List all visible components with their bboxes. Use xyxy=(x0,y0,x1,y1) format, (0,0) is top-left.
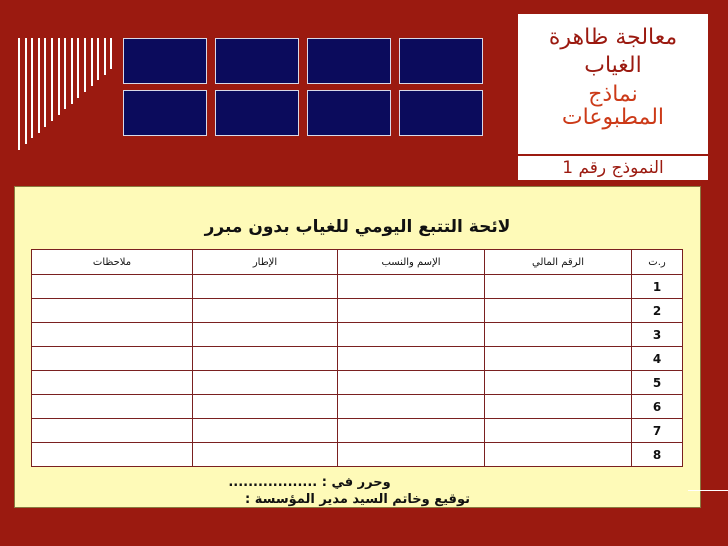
footer-date: وحرر في : .................. xyxy=(228,475,391,490)
stripe xyxy=(104,38,106,75)
cell-grade xyxy=(193,275,338,299)
cell-name xyxy=(338,371,485,395)
cell-financial-number xyxy=(485,395,632,419)
slide-title-line-3: نماذج xyxy=(588,82,638,107)
absence-table xyxy=(31,249,683,467)
table-row xyxy=(32,443,683,467)
cell-grade xyxy=(193,299,338,323)
cell-number: 7 xyxy=(632,419,683,443)
cell-notes xyxy=(32,443,193,467)
model-number-label: النموذج رقم 1 xyxy=(518,156,708,180)
column-header-grade: الإطار xyxy=(193,250,338,275)
cell-financial-number xyxy=(485,443,632,467)
cell-notes xyxy=(32,395,193,419)
stripe xyxy=(58,38,60,115)
cell-number: 1 xyxy=(632,275,683,299)
cell-number: 5 xyxy=(632,371,683,395)
column-header-name: الإسم والنسب xyxy=(338,250,485,275)
cell-financial-number xyxy=(485,275,632,299)
cell-name xyxy=(338,347,485,371)
slide-title xyxy=(518,14,708,154)
cell-notes xyxy=(32,323,193,347)
table-row xyxy=(32,347,683,371)
stripe xyxy=(64,38,66,109)
absence-form xyxy=(14,186,701,508)
cell-notes xyxy=(32,371,193,395)
cell-name xyxy=(338,323,485,347)
decorative-stripes xyxy=(18,38,118,150)
cell-number: 6 xyxy=(632,395,683,419)
stripe xyxy=(77,38,79,98)
slide-title-line-4: المطبوعات xyxy=(561,105,665,130)
table-row xyxy=(32,419,683,443)
cell-number: 2 xyxy=(632,299,683,323)
cell-financial-number xyxy=(485,323,632,347)
decorative-tile xyxy=(123,90,207,136)
stripe xyxy=(18,38,20,150)
cell-financial-number xyxy=(485,299,632,323)
cell-grade xyxy=(193,371,338,395)
table-row xyxy=(32,323,683,347)
cell-name xyxy=(338,299,485,323)
table-row xyxy=(32,395,683,419)
slide-title-line-2: الغياب xyxy=(584,53,642,78)
decorative-tile xyxy=(307,38,391,84)
stripe xyxy=(97,38,99,80)
table-row xyxy=(32,371,683,395)
decorative-tiles xyxy=(123,38,508,146)
table-row xyxy=(32,275,683,299)
table-header-row xyxy=(32,250,683,275)
cell-grade xyxy=(193,443,338,467)
cell-financial-number xyxy=(485,419,632,443)
decorative-tile xyxy=(307,90,391,136)
decorative-tile xyxy=(215,38,299,84)
cell-notes xyxy=(32,275,193,299)
cell-grade xyxy=(193,395,338,419)
form-title: لائحة التتبع اليومي للغياب بدون مبرر xyxy=(204,217,511,237)
column-header-financial-number: الرقم المالي xyxy=(485,250,632,275)
cell-grade xyxy=(193,323,338,347)
cell-name xyxy=(338,443,485,467)
column-header-notes: ملاحظات xyxy=(32,250,193,275)
stripe xyxy=(44,38,46,127)
slide-title-line-1: معالجة ظاهرة xyxy=(548,25,678,50)
cell-grade xyxy=(193,419,338,443)
cell-number: 3 xyxy=(632,323,683,347)
stripe xyxy=(51,38,53,121)
cell-name xyxy=(338,419,485,443)
stripe xyxy=(110,38,112,69)
decorative-tile xyxy=(399,90,483,136)
cell-grade xyxy=(193,347,338,371)
decorative-tile xyxy=(123,38,207,84)
cell-name xyxy=(338,275,485,299)
stripe xyxy=(31,38,33,138)
table-row xyxy=(32,299,683,323)
decorative-tile xyxy=(399,38,483,84)
stripe xyxy=(84,38,86,92)
column-header-number: ر.ت xyxy=(632,250,683,275)
cell-number: 4 xyxy=(632,347,683,371)
footer-signature: توقيع وخاتم السيد مدير المؤسسة : xyxy=(245,492,470,507)
cell-number: 8 xyxy=(632,443,683,467)
cell-notes xyxy=(32,419,193,443)
stripe xyxy=(91,38,93,86)
stripe xyxy=(25,38,27,144)
cell-name xyxy=(338,395,485,419)
cell-notes xyxy=(32,299,193,323)
decorative-tile xyxy=(215,90,299,136)
stripe xyxy=(38,38,40,133)
cell-financial-number xyxy=(485,371,632,395)
cell-notes xyxy=(32,347,193,371)
cell-financial-number xyxy=(485,347,632,371)
decorative-line xyxy=(688,490,728,491)
stripe xyxy=(71,38,73,104)
